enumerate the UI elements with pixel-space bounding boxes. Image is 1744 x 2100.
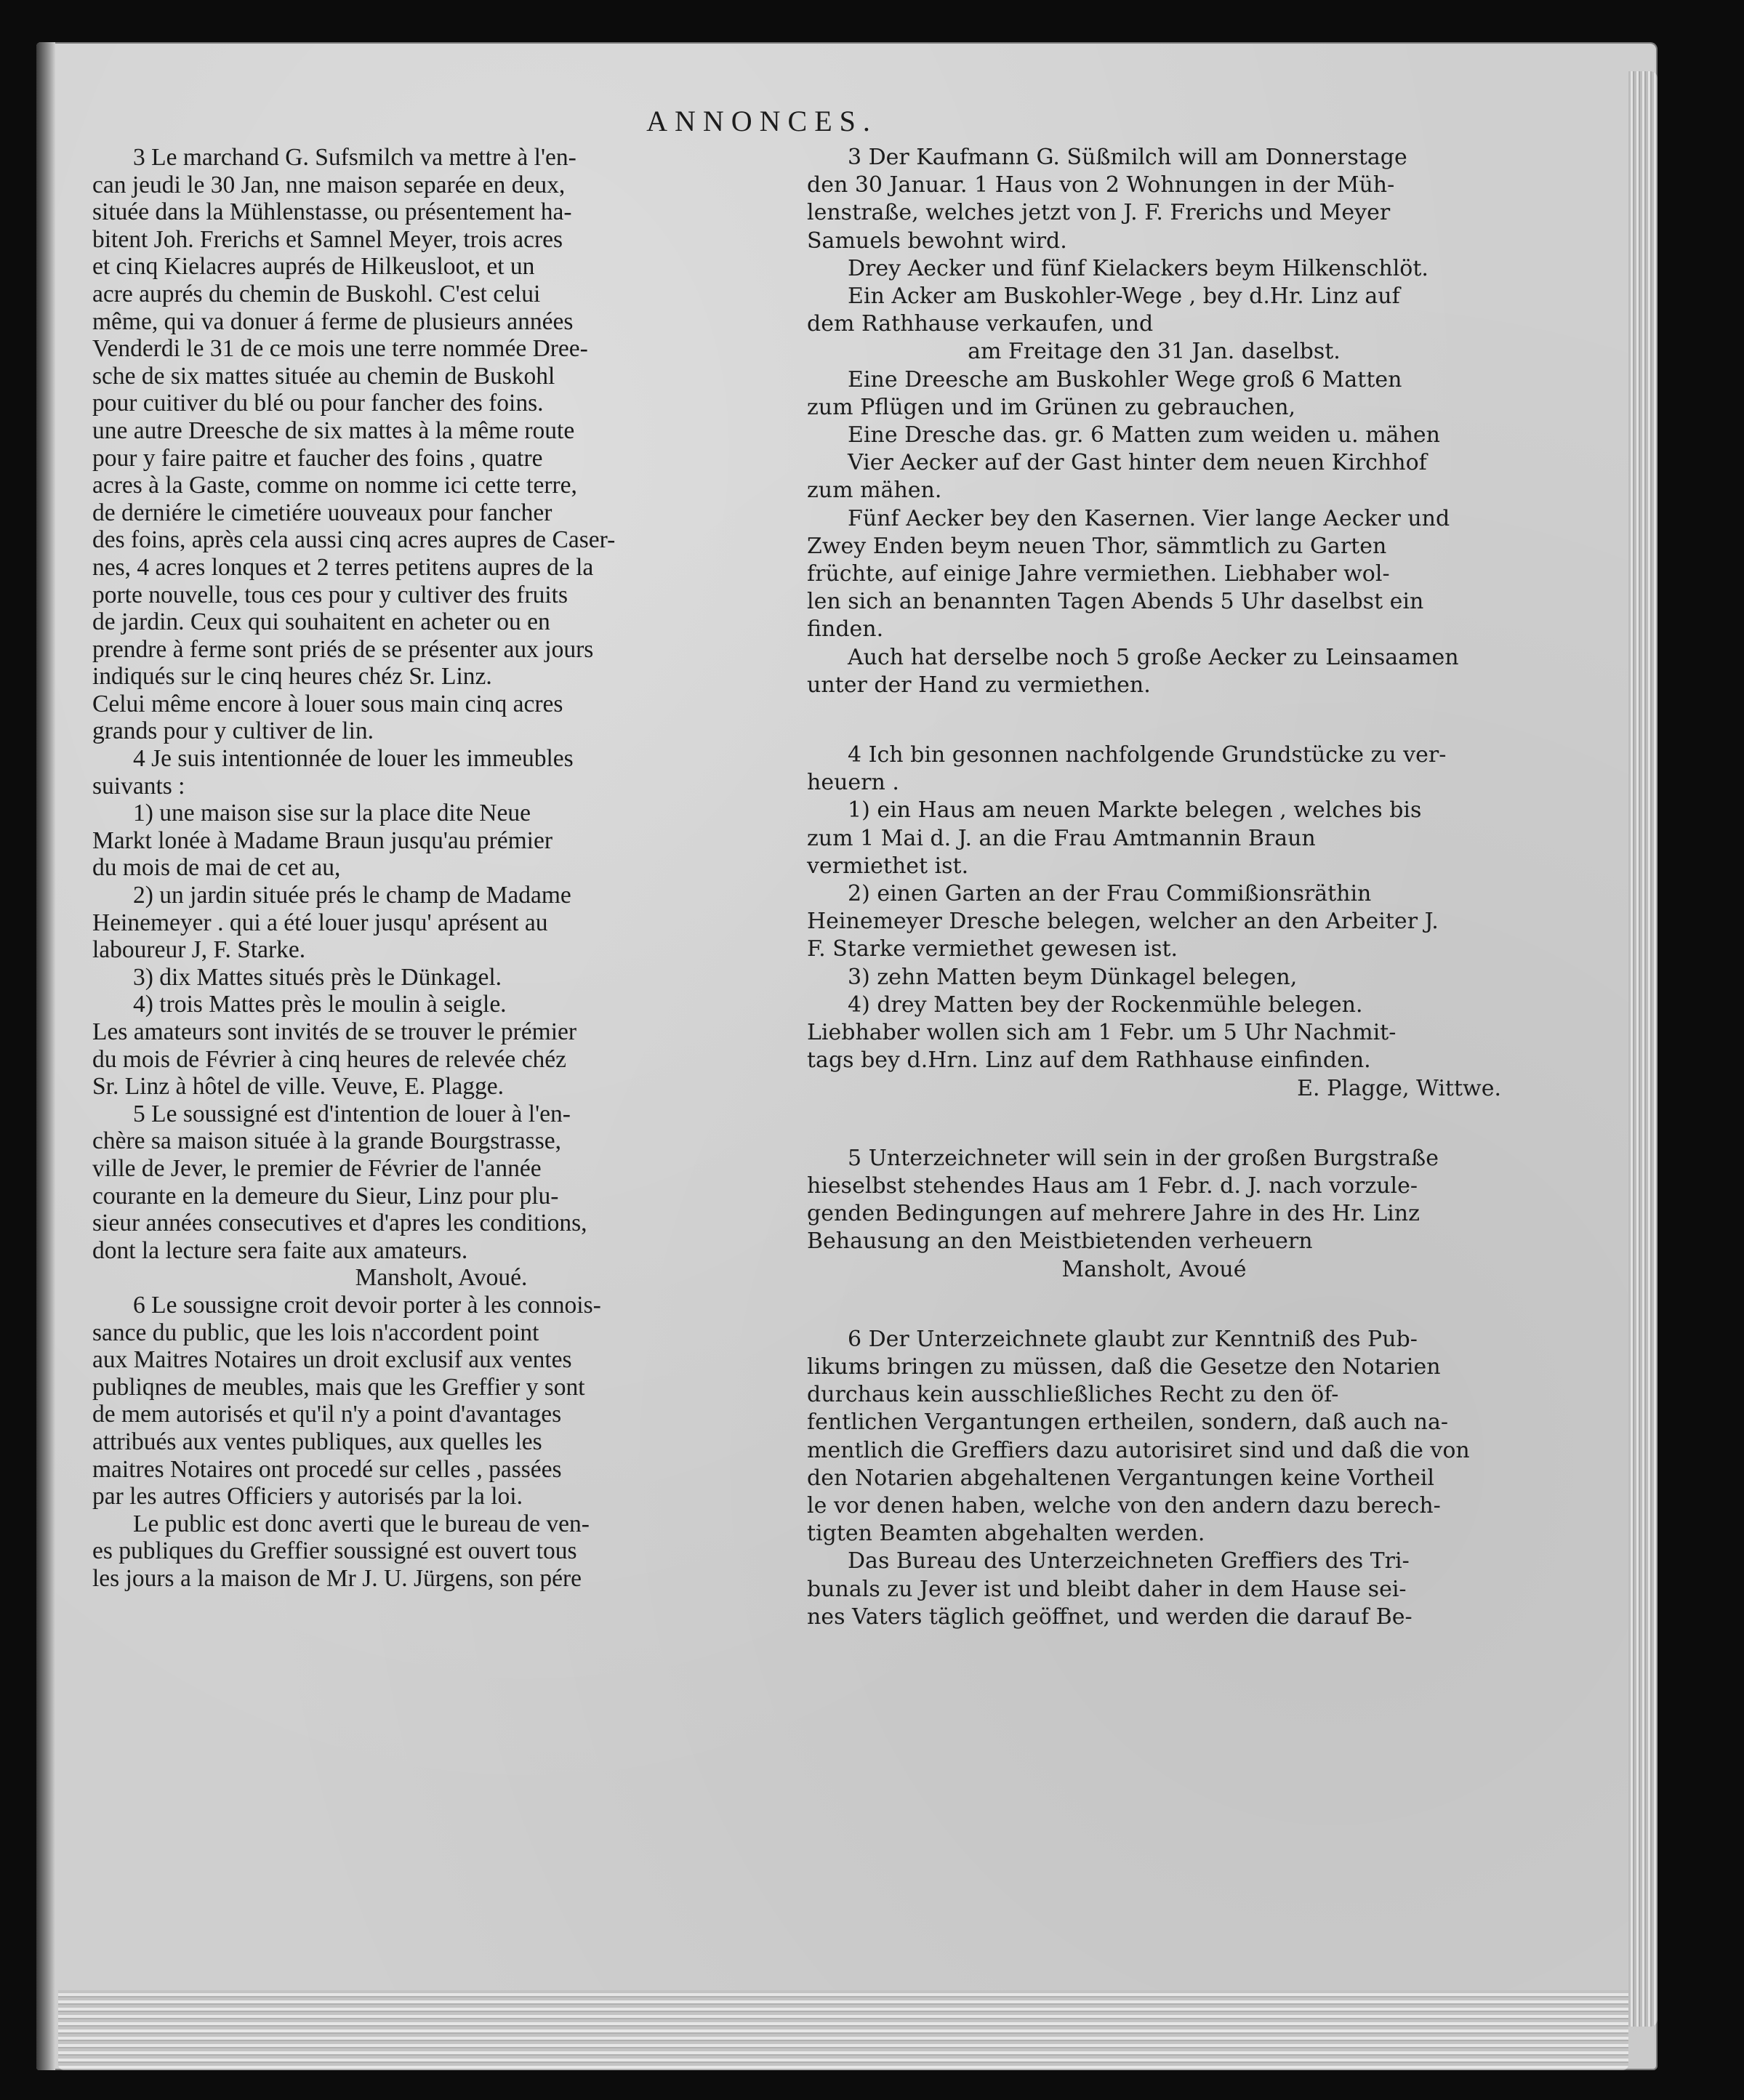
- text-line: courante en la demeure du Sieur, Linz pour plu-: [92, 1182, 559, 1210]
- text-line: lenstraße, welches jetzt von J. F. Frerichs und Meyer: [807, 200, 1391, 226]
- text-line: fentlichen Vergantungen ertheilen, sondern, daß auch na-: [807, 1409, 1448, 1436]
- text-line: hieselbst stehendes Haus am 1 Febr. d. J. nach vorzule-: [807, 1172, 1418, 1199]
- text-line: sche de six mattes située au chemin de Buskohl: [92, 362, 555, 390]
- text-line: nes Vaters täglich geöffnet, und werden die darauf Be-: [807, 1604, 1413, 1630]
- text-line: maitres Notaires ont procedé sur celles , passées: [92, 1455, 562, 1483]
- text-line: 3 Der Kaufmann G. Süßmilch will am Donnerstage: [848, 145, 1407, 170]
- text-line: Auch hat derselbe noch 5 große Aecker zu Leinsaamen: [848, 644, 1459, 670]
- text-line: unter der Hand zu vermiethen.: [807, 672, 1151, 698]
- text-line: sance du public, que les lois n'accordent point: [92, 1319, 539, 1346]
- text-line: grands pour y cultiver de lin.: [92, 717, 374, 745]
- text-line: publiqnes de meubles, mais que les Greffier y sont: [92, 1373, 585, 1401]
- text-line: Le public est donc averti que le bureau de ven-: [133, 1510, 590, 1537]
- text-line: nes, 4 acres lonques et 2 terres petitens aupres de la: [92, 553, 594, 581]
- text-line: située dans la Mühlenstasse, ou présentement ha-: [92, 198, 572, 226]
- text-line: den Notarien abgehaltenen Vergantungen keine Vortheil: [807, 1465, 1434, 1491]
- text-line: tags bey d.Hrn. Linz auf dem Rathhause einfinden.: [807, 1047, 1371, 1074]
- text-line: 1) ein Haus am neuen Markte belegen , welches bis: [848, 797, 1422, 824]
- text-line: Das Bureau des Unterzeichneten Greffiers des Tri-: [848, 1548, 1410, 1574]
- text-line: pour y faire paitre et faucher des foins , quatre: [92, 444, 543, 472]
- text-line: tigten Beamten abgehalten werden.: [807, 1521, 1205, 1547]
- text-line: par les autres Officiers y autorisés par la loi.: [92, 1483, 523, 1510]
- signature-line: E. Plagge, Wittwe.: [1297, 1075, 1501, 1101]
- text-line: attribués aux ventes publiques, aux quelles les: [92, 1428, 542, 1455]
- text-line: mentlich die Greffiers dazu autorisiret sind und daß die von: [807, 1437, 1470, 1463]
- text-line: 2) einen Garten an der Frau Commißionsräthin: [848, 881, 1372, 907]
- text-line: prendre à ferme sont priés de se présenter aux jours: [92, 635, 594, 663]
- text-line: 5 Le soussigné est d'intention de louer à l'en-: [133, 1100, 571, 1127]
- text-line: F. Starke vermiethet gewesen ist.: [807, 936, 1178, 962]
- text-line: finden.: [807, 616, 884, 643]
- text-line: et cinq Kielacres auprés de Hilkeusloot, et un: [92, 253, 535, 281]
- text-line: chère sa maison située à la grande Bourgstrasse,: [92, 1127, 561, 1155]
- text-line: sieur années consecutives et d'apres les conditions,: [92, 1210, 587, 1237]
- text-line: es publiques du Greffier soussigné est ouvert tous: [92, 1537, 577, 1565]
- text-line: indiqués sur le cinq heures chéz Sr. Linz.: [92, 663, 492, 691]
- text-line: Ein Acker am Buskohler-Wege , bey d.Hr. Linz auf: [848, 283, 1400, 310]
- text-line: genden Bedingungen auf mehrere Jahre in des Hr. Linz: [807, 1201, 1420, 1227]
- text-line: Heinemeyer . qui a été louer jusqu' aprésent au: [92, 909, 548, 936]
- text-line: Heinemeyer Dresche belegen, welcher an den Arbeiter J.: [807, 909, 1439, 935]
- text-line: Les amateurs sont invités de se trouver le prémier: [92, 1018, 577, 1045]
- text-line: laboureur J, F. Starke.: [92, 936, 306, 964]
- page-edges-bottom: [58, 1990, 1628, 2070]
- text-line: Drey Aecker und fünf Kielackers beym Hilkenschlöt.: [848, 255, 1428, 281]
- text-line: 4) drey Matten bey der Rockenmühle belegen.: [848, 991, 1363, 1018]
- text-line: Liebhaber wollen sich am 1 Febr. um 5 Uhr Nachmit-: [807, 1020, 1397, 1046]
- text-line: Behausung an den Meistbietenden verheuern: [807, 1228, 1313, 1255]
- text-line: dem Rathhause verkaufen, und: [807, 311, 1154, 337]
- text-line: 4) trois Mattes près le moulin à seigle.: [133, 991, 507, 1018]
- text-line: dont la lecture sera faite aux amateurs.: [92, 1236, 468, 1264]
- text-line: aux Maitres Notaires un droit exclusif aux ventes: [92, 1346, 572, 1374]
- text-line: du mois de mai de cet au,: [92, 854, 341, 882]
- text-line: len sich an benannten Tagen Abends 5 Uhr daselbst ein: [807, 589, 1424, 615]
- text-line: Eine Dreesche am Buskohler Wege groß 6 Matten: [848, 366, 1402, 393]
- text-line: 2) un jardin située prés le champ de Madame: [133, 882, 571, 909]
- text-line: Vier Aecker auf der Gast hinter dem neuen Kirchhof: [848, 450, 1427, 476]
- text-line: 1) une maison sise sur la place dite Neue: [133, 800, 531, 827]
- text-line: bitent Joh. Frerichs et Samnel Meyer, trois acres: [92, 225, 563, 253]
- text-line: durchaus kein ausschließliches Recht zu den öf-: [807, 1382, 1339, 1408]
- text-line: 3) dix Mattes situés près le Dünkagel.: [133, 963, 502, 991]
- french-column: [92, 144, 790, 1592]
- text-line: porte nouvelle, tous ces pour y cultiver des fruits: [92, 581, 568, 608]
- text-line: du mois de Février à cinq heures de relevée chéz: [92, 1045, 567, 1073]
- text-line: Sr. Linz à hôtel de ville. Veuve, E. Plagge.: [92, 1073, 504, 1101]
- text-line: les jours a la maison de Mr J. U. Jürgens, son pére: [92, 1564, 582, 1592]
- text-line: une autre Dreesche de six mattes à la même route: [92, 417, 575, 444]
- text-line: 3 Le marchand G. Sufsmilch va mettre à l'en-: [133, 144, 576, 171]
- text-line: can jeudi le 30 Jan, nne maison separée en deux,: [92, 171, 566, 198]
- text-line: pour cuitiver du blé ou pour fancher des foins.: [92, 390, 544, 417]
- text-line: suivants :: [92, 772, 185, 800]
- text-line: Fünf Aecker bey den Kasernen. Vier lange Aecker und: [848, 505, 1450, 531]
- page-title: ANNONCES.: [646, 105, 877, 137]
- text-line: Venderdi le 31 de ce mois une terre nommée Dree-: [92, 335, 588, 363]
- text-line: 6 Der Unterzeichnete glaubt zur Kenntniß des Pub-: [848, 1326, 1418, 1352]
- signature-line: Mansholt, Avoué: [1061, 1256, 1247, 1282]
- text-line: Markt lonée à Madame Braun jusqu'au prémier: [92, 826, 553, 854]
- text-line: de mem autorisés et qu'il n'y a point d'avantages: [92, 1401, 562, 1428]
- text-line: ville de Jever, le premier de Février de l'année: [92, 1154, 542, 1182]
- text-line: acres à la Gaste, comme on nomme ici cette terre,: [92, 472, 577, 499]
- text-line: 4 Ich bin gesonnen nachfolgende Grundstücke zu ver-: [848, 742, 1447, 768]
- text-line: 4 Je suis intentionnée de louer les immeubles: [133, 745, 574, 773]
- text-line: früchte, auf einige Jahre vermiethen. Liebhaber wol-: [807, 561, 1390, 587]
- text-line: de jardin. Ceux qui souhaitent en acheter ou en: [92, 608, 550, 636]
- text-line: des foins, après cela aussi cinq acres aupres de Caser-: [92, 526, 616, 554]
- text-line: 6 Le soussigne croit devoir porter à les connois-: [133, 1291, 601, 1319]
- german-column: [807, 144, 1501, 1631]
- text-line: vermiethet ist.: [807, 853, 969, 879]
- text-line: likums bringen zu müssen, daß die Gesetze den Notarien: [807, 1353, 1441, 1380]
- text-line: zum mähen.: [807, 478, 942, 504]
- text-line: de derniére le cimetiére uouveaux pour fancher: [92, 499, 552, 526]
- signature-line: Mansholt, Avoué.: [355, 1264, 528, 1292]
- text-line: Celui même encore à louer sous main cinq acres: [92, 690, 563, 717]
- text-line: zum 1 Mai d. J. an die Frau Amtmannin Braun: [807, 825, 1316, 851]
- text-line: zum Pflügen und im Grünen zu gebrauchen,: [807, 394, 1296, 420]
- text-line: Samuels bewohnt wird.: [807, 228, 1067, 254]
- text-line: même, qui va donuer á ferme de plusieurs années: [92, 307, 574, 335]
- text-line: heuern .: [807, 770, 899, 796]
- text-line: den 30 Januar. 1 Haus von 2 Wohnungen in der Müh-: [807, 172, 1395, 198]
- text-line: 3) zehn Matten beym Dünkagel belegen,: [848, 964, 1298, 990]
- text-line: 5 Unterzeichneter will sein in der großen Burgstraße: [848, 1145, 1439, 1171]
- text-line: bunals zu Jever ist und bleibt daher in dem Hause sei-: [807, 1576, 1407, 1602]
- text-line: Zwey Enden beym neuen Thor, sämmtlich zu Garten: [807, 533, 1387, 559]
- text-line: am Freitage den 31 Jan. daselbst.: [968, 339, 1341, 365]
- text-line: le vor denen haben, welche von den andern dazu berech-: [807, 1492, 1441, 1518]
- binding-gutter: [36, 42, 55, 2070]
- text-line: Eine Dresche das. gr. 6 Matten zum weiden u. mähen: [848, 422, 1440, 448]
- text-line: acre auprés du chemin de Buskohl. C'est celui: [92, 280, 541, 307]
- page-edges-right: [1628, 71, 1657, 2027]
